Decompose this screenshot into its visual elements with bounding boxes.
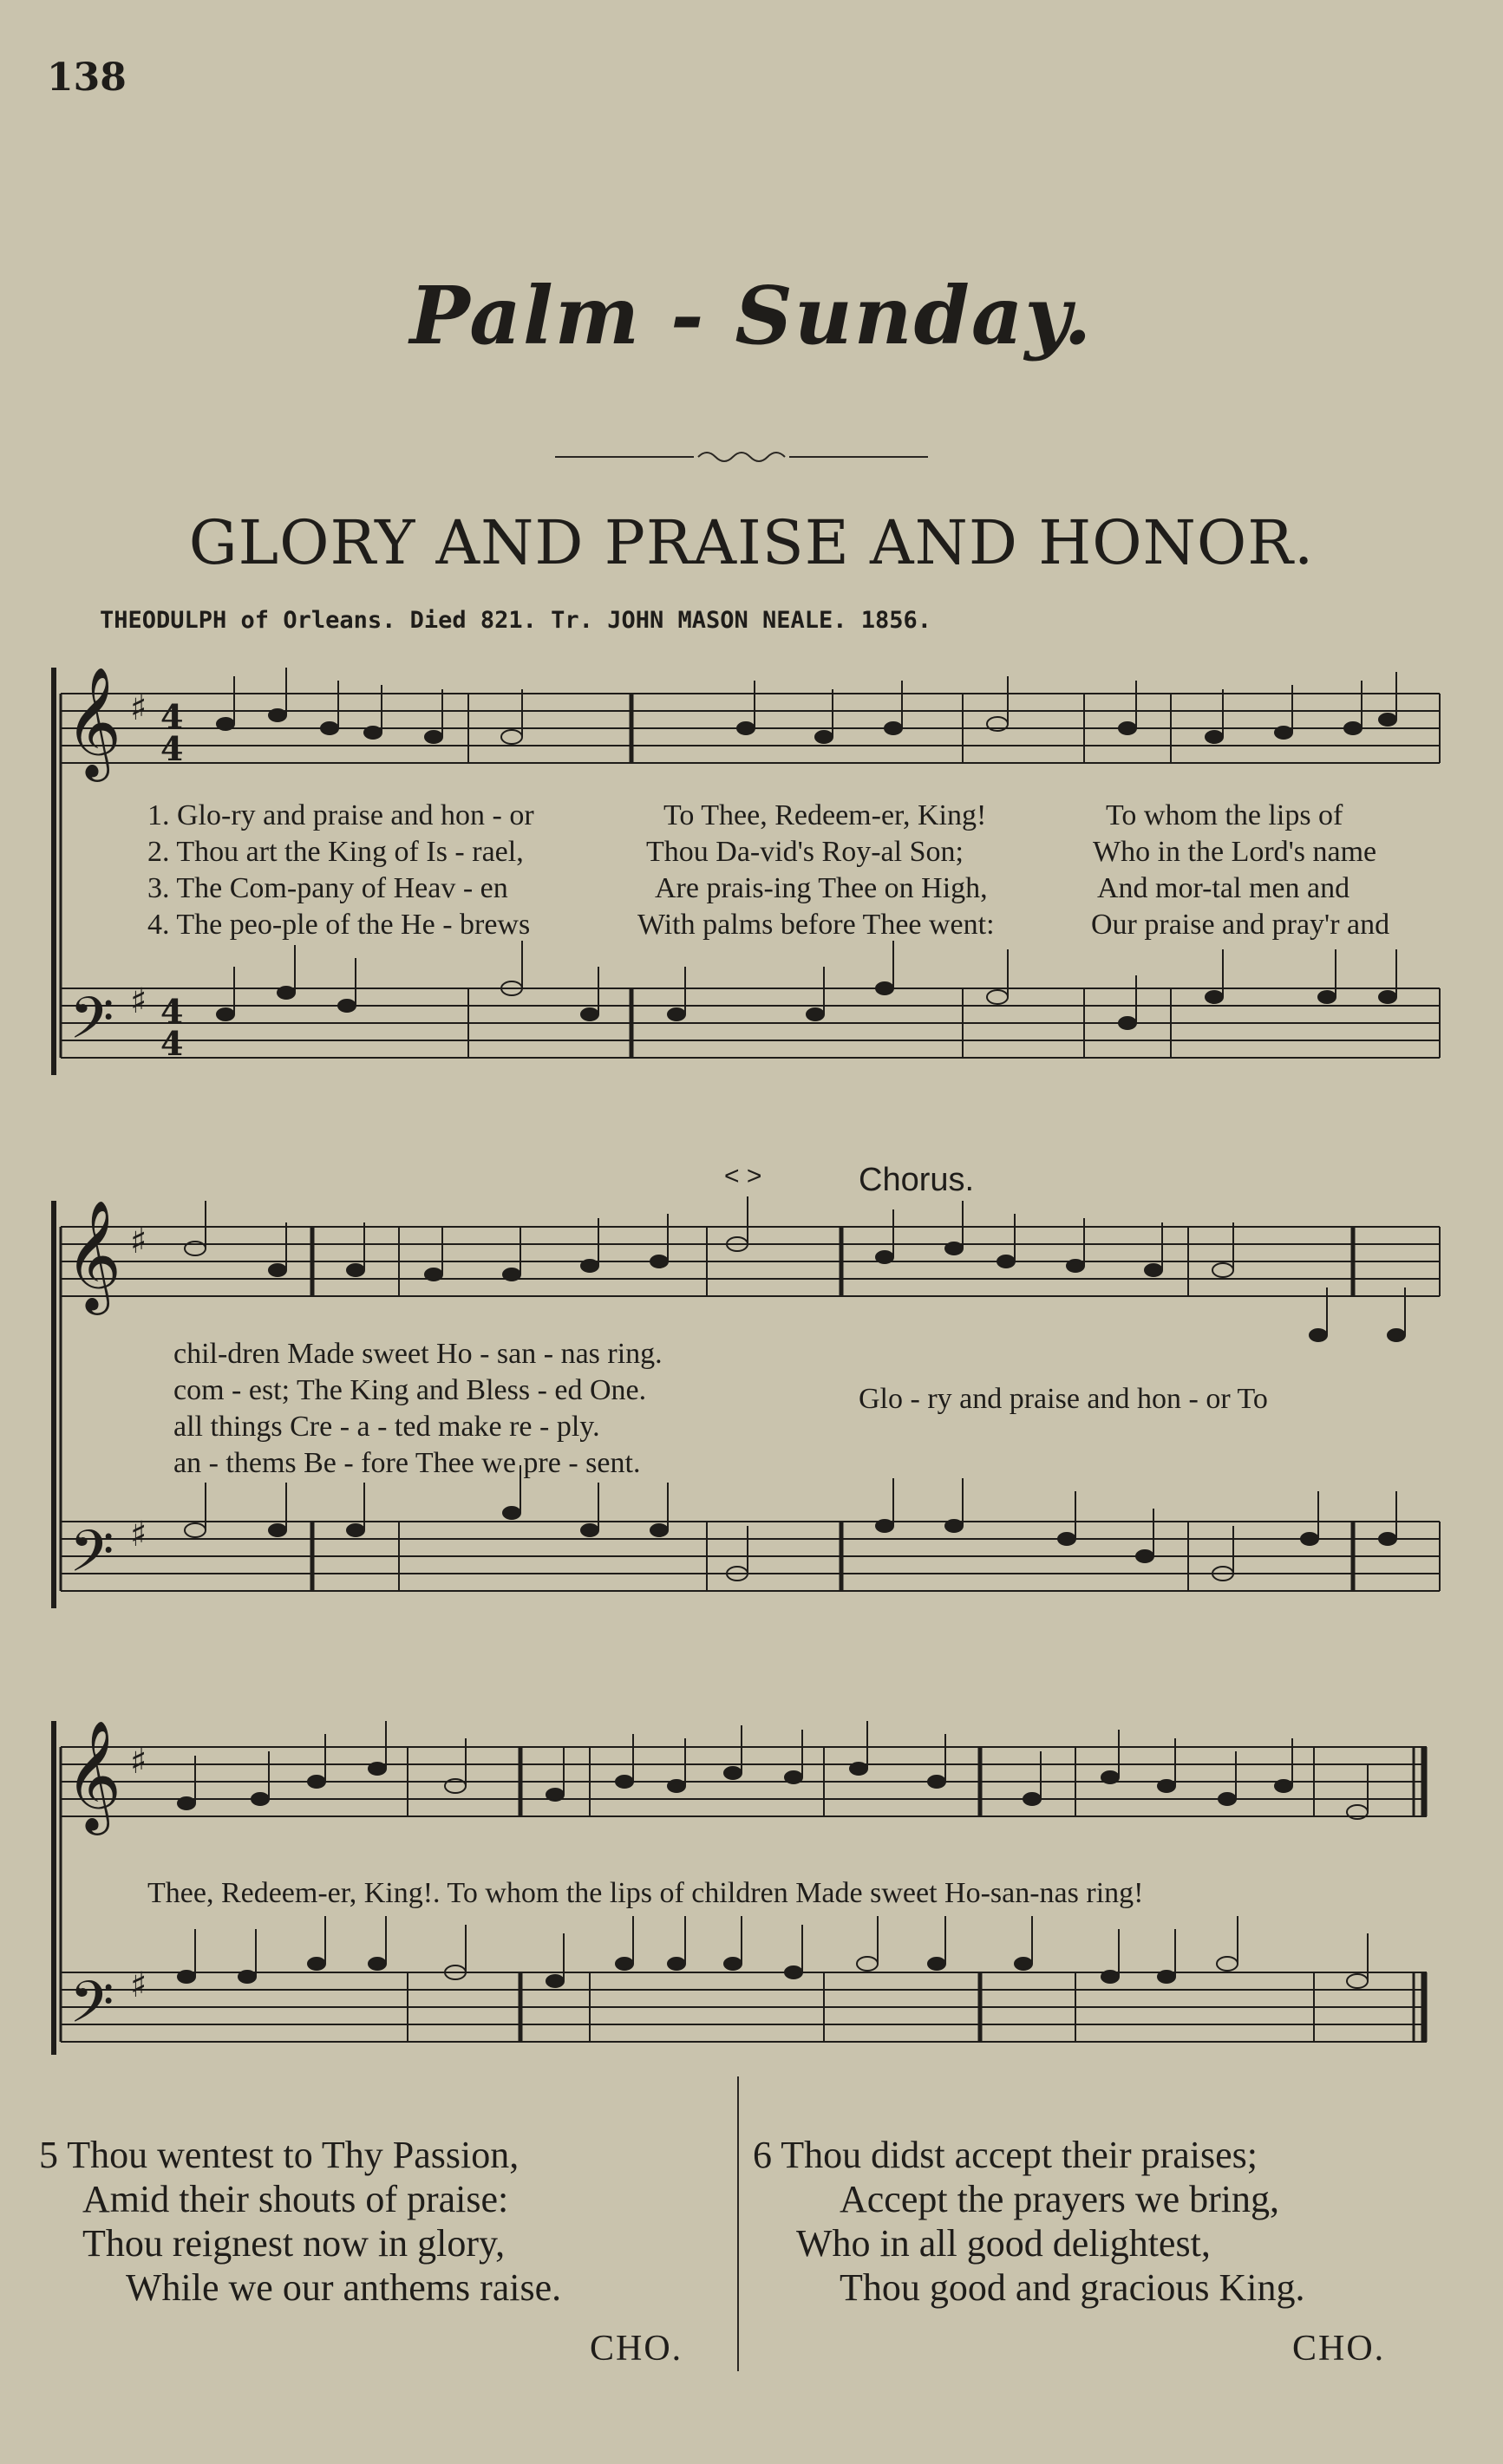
verse3-lyric-a: 3. The Com-pany of Heav - en (147, 872, 508, 904)
verse4-lyric-a: 4. The peo-ple of the He - brews (147, 909, 531, 941)
verse3-lyric-b: Are prais-ing Thee on High, (655, 872, 988, 904)
verse3-lyric-refrain: all things Cre - a - ted make re - ply. (173, 1411, 600, 1443)
verse2-lyric-refrain: com - est; The King and Bless - ed One. (173, 1374, 647, 1406)
verse1-lyric-a: 1. Glo-ry and praise and hon - or (147, 799, 534, 831)
svg-text:♯: ♯ (130, 1965, 147, 2005)
svg-text:𝄞: 𝄞 (65, 1199, 122, 1310)
stanza-5-line-4: While we our anthems raise. (126, 2266, 562, 2309)
music-system-1 (0, 642, 1503, 1127)
svg-text:♯: ♯ (130, 1742, 147, 1782)
svg-text:𝄢: 𝄢 (69, 1969, 114, 2050)
stanza-6-chorus-ref: CHO. (1292, 2329, 1386, 2369)
stanza-6-line-4: Thou good and gracious King. (840, 2266, 1305, 2309)
chorus-label: Chorus. (859, 1162, 975, 1198)
stanza-5-line-1: 5 Thou wentest to Thy Passion, (39, 2134, 520, 2176)
svg-text:♯: ♯ (130, 688, 147, 728)
verse1-lyric-refrain: chil-dren Made sweet Ho - san - nas ring. (173, 1338, 663, 1370)
page-number: 138 (47, 55, 127, 100)
svg-text:4: 4 (160, 697, 184, 736)
verse1-lyric-c: To whom the lips of (1106, 799, 1343, 831)
verse2-lyric-a: 2. Thou art the King of Is - rael, (147, 836, 524, 868)
svg-text:♯: ♯ (130, 1515, 147, 1555)
stanza-6-line-1: 6 Thou didst accept their praises; (753, 2134, 1258, 2176)
svg-text:♯: ♯ (130, 981, 147, 1021)
stanza-6 (753, 2133, 1304, 2310)
svg-text:𝄢: 𝄢 (69, 985, 114, 1066)
stanza-5 (39, 2133, 561, 2310)
stanza-6-line-2: Accept the prayers we bring, (840, 2178, 1280, 2220)
svg-text:𝄞: 𝄞 (65, 1719, 122, 1830)
stanza-5-chorus-ref: CHO. (590, 2329, 683, 2369)
stanza-5-line-2: Amid their shouts of praise: (82, 2178, 509, 2220)
svg-text:4: 4 (160, 729, 184, 768)
verse2-lyric-b: Thou Da-vid's Roy-al Son; (646, 836, 964, 868)
chorus-lyric-a: Glo - ry and praise and hon - or To (859, 1383, 1268, 1415)
stanza-6-line-3: Who in all good delightest, (796, 2222, 1211, 2265)
verse4-lyric-c: Our praise and pray'r and (1091, 909, 1390, 941)
ornament-divider (555, 447, 928, 467)
dynamic-marking: < > (724, 1162, 762, 1190)
svg-text:𝄢: 𝄢 (69, 1518, 114, 1599)
music-system-3 (0, 1712, 1503, 2076)
svg-text:4: 4 (160, 992, 184, 1031)
column-divider (737, 2076, 739, 2371)
verse4-lyric-b: With palms before Thee went: (637, 909, 995, 941)
verse4-lyric-refrain: an - thems Be - fore Thee we pre - sent. (173, 1447, 641, 1479)
svg-text:𝄞: 𝄞 (65, 666, 122, 777)
section-heading: Palm - Sunday. (409, 269, 1094, 362)
verse2-lyric-c: Who in the Lord's name (1093, 836, 1377, 868)
chorus-lyric-b: Thee, Redeem-er, King!. To whom the lips of children Made sweet Ho-san-nas ring! (147, 1877, 1144, 1909)
svg-text:4: 4 (160, 1024, 184, 1063)
svg-text:♯: ♯ (130, 1222, 147, 1261)
stanza-5-line-3: Thou reignest now in glory, (82, 2222, 506, 2265)
music-system-2 (0, 1162, 1503, 1660)
verse3-lyric-c: And mor-tal men and (1097, 872, 1350, 904)
credits-line: THEODULPH of Orleans. Died 821. Tr. JOHN MASON NEALE. 1856. (100, 607, 932, 634)
hymn-title: GLORY AND PRAISE AND HONOR. (188, 507, 1315, 578)
verse1-lyric-b: To Thee, Redeem-er, King! (663, 799, 987, 831)
